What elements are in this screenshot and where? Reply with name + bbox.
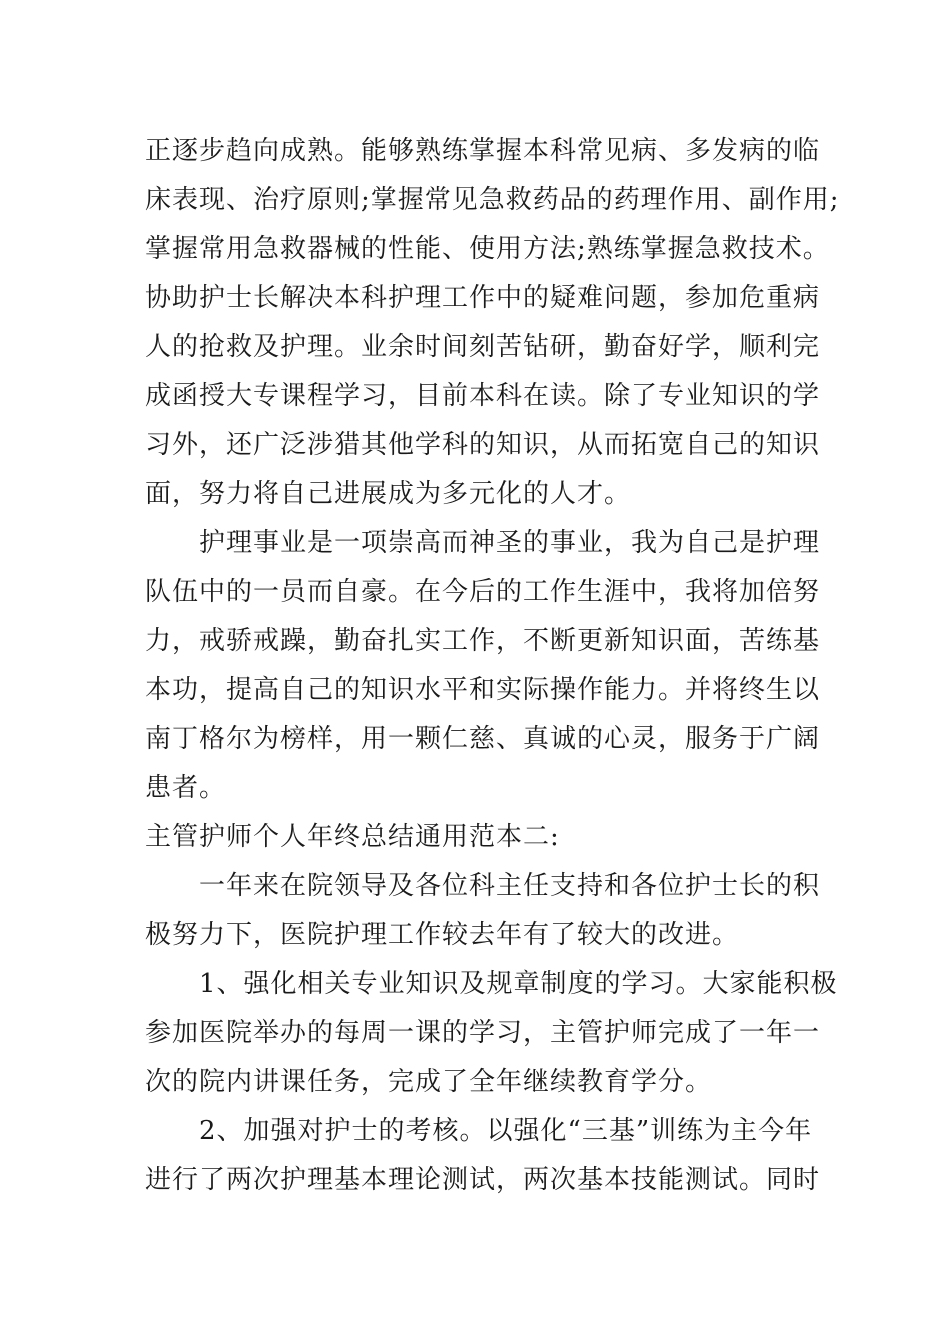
text-line: 本功，提高自己的知识水平和实际操作能力。并将终生以 bbox=[145, 675, 821, 705]
text-line: 2、加强对护士的考核。以强化“三基”训练为主今年 bbox=[199, 1116, 813, 1146]
text-line: 南丁格尔为榜样，用一颗仁慈、真诚的心灵，服务于广阔 bbox=[145, 724, 821, 754]
text-line: 队伍中的一员而自豪。在今后的工作生涯中，我将加倍努 bbox=[145, 577, 821, 607]
text-line: 进行了两次护理基本理论测试，两次基本技能测试。同时 bbox=[145, 1165, 821, 1195]
text-line: 患者。 bbox=[145, 773, 227, 803]
text-line: 协助护士长解决本科护理工作中的疑难问题，参加危重病 bbox=[145, 283, 821, 313]
document-body bbox=[145, 127, 840, 1205]
text-line: 次的院内讲课任务，完成了全年继续教育学分。 bbox=[145, 1067, 713, 1097]
text-line: 一年来在院领导及各位科主任支持和各位护士长的积 bbox=[199, 871, 821, 901]
text-line: 极努力下，医院护理工作较去年有了较大的改进。 bbox=[145, 920, 740, 950]
text-line: 参加医院举办的每周一课的学习，主管护师完成了一年一 bbox=[145, 1018, 821, 1048]
text-line: 力，戒骄戒躁，勤奋扎实工作，不断更新知识面，苦练基 bbox=[145, 626, 821, 656]
text-line: 正逐步趋向成熟。能够熟练掌握本科常见病、多发病的临 bbox=[145, 136, 821, 166]
text-line: 面，努力将自己进展成为多元化的人才。 bbox=[145, 479, 632, 509]
text-line: 成函授大专课程学习，目前本科在读。除了专业知识的学 bbox=[145, 381, 821, 411]
text-line: 习外，还广泛涉猎其他学科的知识，从而拓宽自己的知识 bbox=[145, 430, 821, 460]
text-line: 人的抢救及护理。业余时间刻苦钻研，勤奋好学，顺利完 bbox=[145, 332, 821, 362]
text-line: 床表现、治疗原则;掌握常见急救药品的药理作用、副作用; bbox=[145, 185, 840, 215]
text-line: 主管护师个人年终总结通用范本二: bbox=[145, 822, 560, 852]
text-line: 掌握常用急救器械的性能、使用方法;熟练掌握急救技术。 bbox=[145, 234, 830, 264]
text-line: 护理事业是一项崇高而神圣的事业，我为自己是护理 bbox=[199, 528, 821, 558]
text-line: 1、强化相关专业知识及规章制度的学习。大家能积极 bbox=[199, 969, 838, 999]
